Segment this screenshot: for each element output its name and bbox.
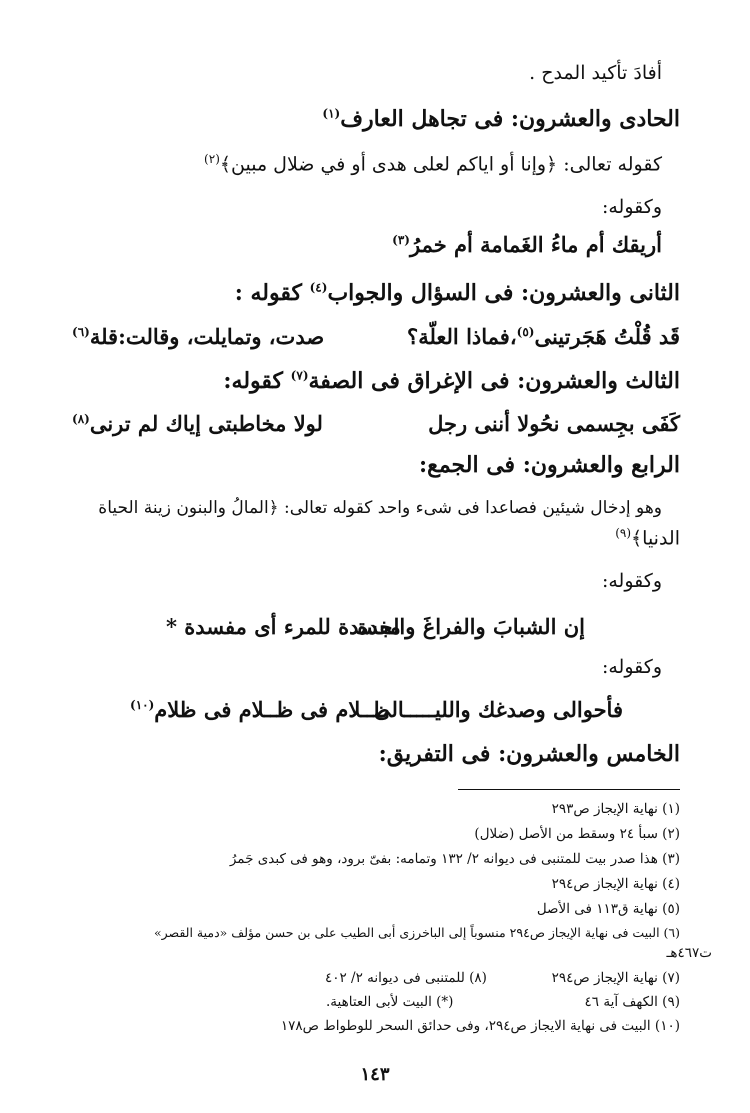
footnote-ref: (١) xyxy=(322,106,341,121)
heading-suffix: كقوله: xyxy=(223,368,283,394)
footnote: (٥) نهاية ق١١٣ فى الأصل xyxy=(536,901,680,917)
footnote-ref: (٢) xyxy=(204,152,220,166)
section-heading-21 xyxy=(322,106,680,132)
verse-line xyxy=(392,232,662,257)
heading-suffix: كقوله : xyxy=(234,280,302,306)
heading-text: الحادى والعشرون: فى تجاهل العارف xyxy=(340,106,680,132)
verse-text: أريقك أم ماءُ الغَمامة أم خمرُ xyxy=(409,232,662,257)
footnote-ref: (٤) xyxy=(309,280,328,295)
footnote: (١٠) البيت فى نهاية الايجاز ص٢٩٤، وفى حدائق السحر للوطواط ص١٧٨ xyxy=(280,1018,680,1034)
verse-text: صدت، وتمايلت، وقالت:قلة xyxy=(89,324,325,349)
footnote: (١) نهاية الإيجاز ص٢٩٣ xyxy=(551,801,680,817)
footnote-ref: (٣) xyxy=(392,233,410,247)
footnote: (٣) هذا صدر بيت للمتنبى فى ديوانه ٢/ ١٣٢ وتمامه: بفىّ برود، وهو فى كبدى جَمرُ xyxy=(229,851,680,867)
quote-text: الدنيا﴾ xyxy=(631,527,680,550)
verse-text: لولا مخاطبتى إياك لم ترنى xyxy=(89,411,323,436)
verse-hemistich-1: كَفَى بجِسمى نحُولا أننى رجل xyxy=(428,411,680,436)
text-line: أفادَ تأكيد المدح . xyxy=(529,62,662,84)
footnote-ref: (٦) xyxy=(72,325,90,339)
verse-hemistich-2: مفسدة للمرء أى مفسدة * xyxy=(166,614,401,639)
footnote-ref: (٧) xyxy=(290,368,309,383)
page-number: ١٤٣ xyxy=(360,1064,390,1085)
verse-line-a xyxy=(407,324,680,349)
text-line: وكقوله: xyxy=(601,196,662,218)
footnote-ref: (١٠) xyxy=(130,698,155,712)
footnote: (٨) للمتنبى فى ديوانه ٢/ ٤٠٢ xyxy=(325,970,487,986)
verse-hemistich-1: فأحوالى وصدغك والليـــــالى xyxy=(373,697,623,722)
footnote: (٧) نهاية الإيجاز ص٢٩٤ xyxy=(551,970,680,986)
section-heading-22 xyxy=(235,280,680,306)
verse-text: ظــلام فى ظــلام فى ظلام xyxy=(154,697,390,722)
verse-hemistich-2 xyxy=(72,411,323,436)
footnote-ref: (٥) xyxy=(516,325,535,339)
verse-text: ،فماذا العلّة؟ xyxy=(407,324,517,349)
section-heading-23 xyxy=(223,368,680,394)
footnote: (٤) نهاية الإيجاز ص٢٩٤ xyxy=(551,876,680,892)
verse-text: قَد قُلْتُ هَجَرتينى xyxy=(534,324,680,349)
verse-hemistich-1: إن الشبابَ والفراغَ والجدة xyxy=(357,614,585,639)
footnote-separator xyxy=(458,789,680,790)
verse-line-b xyxy=(72,324,324,349)
footnote: (٢) سبأ ٢٤ وسقط من الأصل (ضلال) xyxy=(474,826,680,842)
heading-text: الثالث والعشرون: فى الإغراق فى الصفة xyxy=(308,368,680,394)
verse-hemistich-2 xyxy=(130,697,390,722)
section-heading-24: الرابع والعشرون: فى الجمع: xyxy=(418,452,680,478)
paragraph-line: وهو إدخال شيئين فصاعدا فى شىء واحد كقوله تعالى: ﴿المالُ والبنون زينة الحياة xyxy=(98,498,662,518)
footnote: (*) البيت لأبى العتاهية. xyxy=(326,994,454,1010)
footnote-continuation: ت٤٦٧هـ xyxy=(666,945,712,961)
text-line: وكقوله: xyxy=(601,656,662,678)
heading-text: الثانى والعشرون: فى السؤال والجواب xyxy=(327,280,680,306)
footnote: (٩) الكهف آية ٤٦ xyxy=(584,994,680,1010)
footnote-ref: (٩) xyxy=(615,526,632,540)
footnote-ref: (٨) xyxy=(72,412,90,426)
section-heading-25: الخامس والعشرون: فى التفريق: xyxy=(378,741,680,767)
footnote: (٦) البيت فى نهاية الإيجاز ص٢٩٤ منسوباً إلى الباخرزى أبى الطيب على بن حسن مؤلف «دمية القصر» xyxy=(153,925,680,940)
quran-quote-line xyxy=(204,152,662,175)
quote-text: كقوله تعالى: ﴿وإنا أو اياكم لعلى هدى أو في ضلال مبين﴾ xyxy=(219,153,662,176)
paragraph-line xyxy=(615,526,680,549)
text-line: وكقوله: xyxy=(601,570,662,592)
